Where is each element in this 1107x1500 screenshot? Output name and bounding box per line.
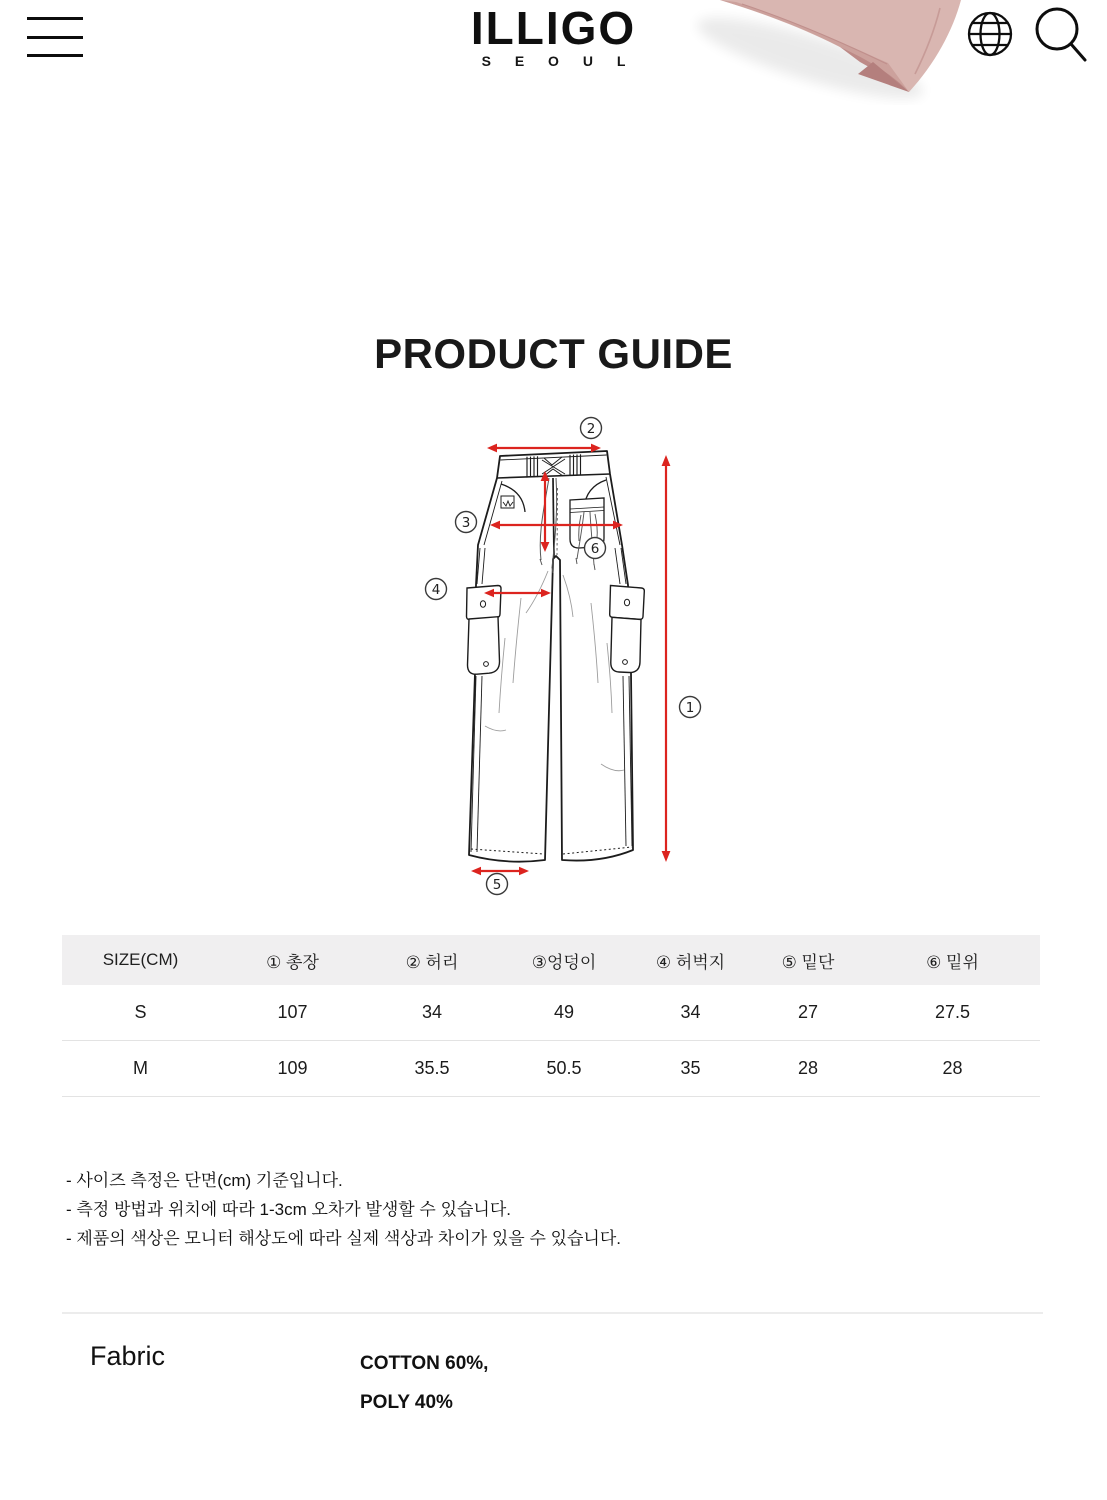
section-divider	[62, 1312, 1043, 1314]
size-notes	[66, 1166, 621, 1253]
menu-button[interactable]	[27, 12, 87, 62]
fabric-composition-line: COTTON 60%,	[360, 1353, 489, 1374]
table-header-cell: ⑥ 밑위	[926, 952, 979, 972]
table-cell: 27.5	[934, 1002, 971, 1022]
size-note: - 제품의 색상은 모니터 해상도에 따라 실제 색상과 차이가 있을 수 있습니다.	[66, 1229, 621, 1248]
callout-5: 5	[492, 877, 502, 893]
table-cell: 34	[680, 1002, 701, 1022]
table-cell: 50.5	[546, 1058, 582, 1078]
table-header-cell: ⑤ 밑단	[781, 952, 835, 972]
size-note: - 사이즈 측정은 단면(cm) 기준입니다.	[66, 1171, 343, 1190]
table-row-size-m	[62, 1041, 1040, 1097]
table-cell: 107	[277, 1002, 308, 1022]
brand-name: ILLIGO	[470, 2, 637, 54]
fabric-label: Fabric	[90, 1341, 166, 1371]
callout-4: 4	[431, 582, 441, 598]
table-cell: S	[134, 1002, 147, 1022]
table-cell: 34	[421, 1002, 443, 1022]
table-header-cell: ④ 허벅지	[655, 952, 726, 972]
table-cell: 109	[277, 1058, 308, 1078]
size-diagram-illustration	[405, 408, 715, 908]
page-title: PRODUCT GUIDE	[374, 330, 733, 377]
language-button[interactable]	[964, 8, 1016, 60]
table-cell: 28	[797, 1058, 819, 1078]
table-cell: 49	[553, 1002, 575, 1022]
size-note: - 측정 방법과 위치에 따라 1-3cm 오차가 발생할 수 있습니다.	[66, 1200, 511, 1219]
size-table-header	[62, 935, 1040, 985]
callout-1: 1	[685, 700, 695, 716]
globe-icon	[964, 8, 1016, 60]
table-header-cell: ② 허리	[405, 952, 459, 972]
table-row-size-s	[62, 985, 1040, 1041]
table-header-cell: ① 총장	[266, 952, 319, 972]
callout-6: 6	[590, 541, 600, 557]
search-icon	[1030, 4, 1094, 68]
search-button[interactable]	[1030, 4, 1094, 68]
table-header-cell: ③엉덩이	[531, 952, 597, 972]
callout-2: 2	[586, 421, 596, 437]
brand-logo[interactable]	[470, 2, 637, 69]
table-header-cell: SIZE(CM)	[102, 950, 179, 969]
table-cell: M	[133, 1058, 148, 1078]
table-cell: 35.5	[414, 1058, 450, 1078]
table-cell: 28	[942, 1058, 963, 1078]
size-table	[62, 935, 1040, 1097]
fabric-composition-line: POLY 40%	[360, 1392, 453, 1413]
table-cell: 27	[797, 1002, 819, 1022]
brand-subtitle: S E O U L	[481, 53, 636, 69]
callout-3: 3	[461, 515, 471, 531]
fabric-composition	[360, 1344, 488, 1422]
table-cell: 35	[680, 1058, 701, 1078]
product-photo-fabric	[690, 0, 970, 105]
